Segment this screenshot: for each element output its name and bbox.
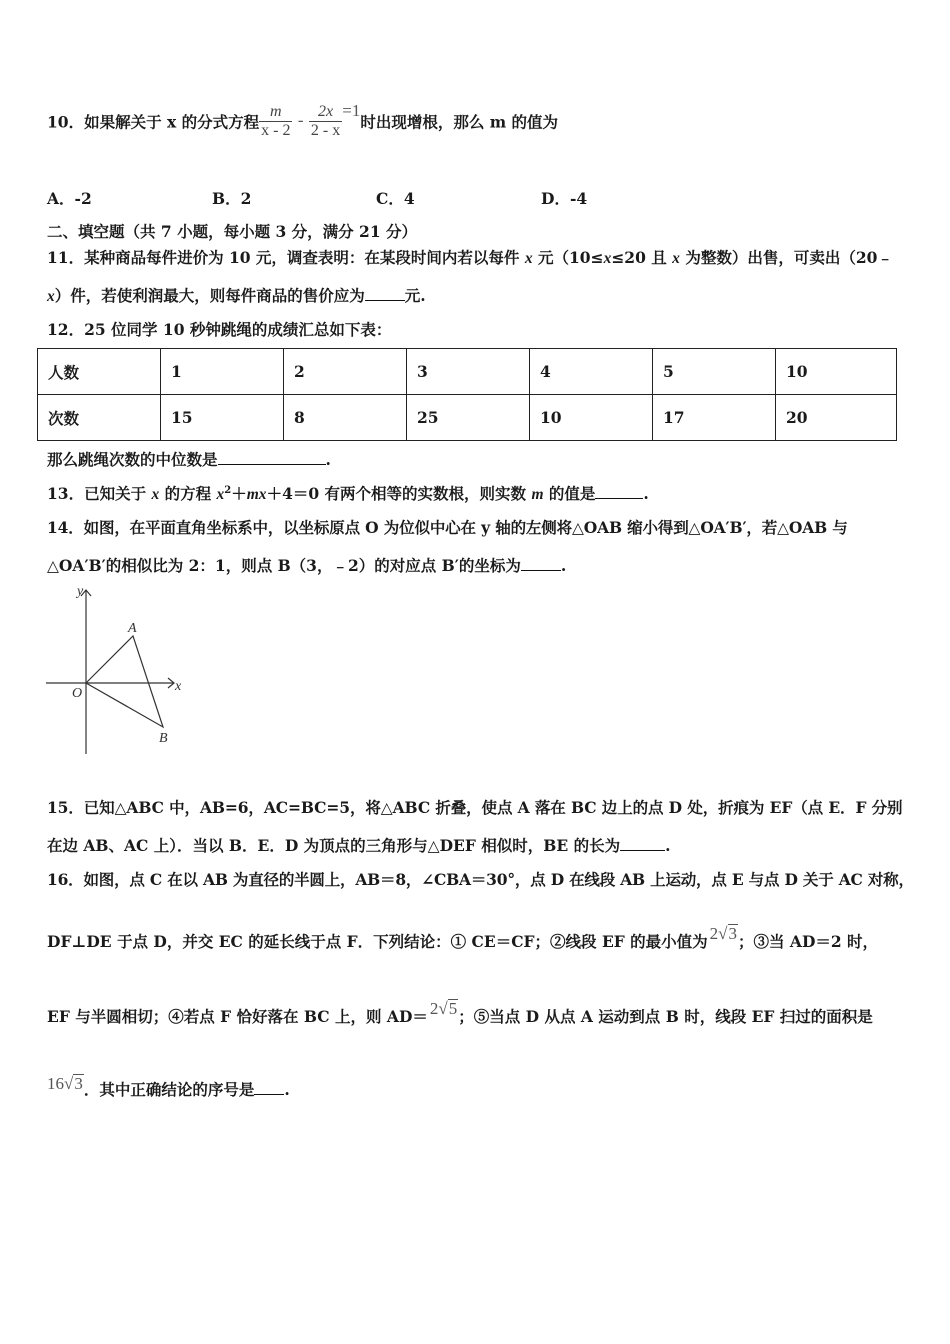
q14-line-2 [47, 554, 566, 576]
q12-after [47, 448, 331, 470]
score-table [37, 348, 897, 441]
q16-radicand-1: 3 [728, 924, 738, 943]
q13-line [47, 482, 649, 504]
q13-var-m: m [531, 486, 544, 503]
q16-sqrt-expr-3: 16√3 [47, 1074, 83, 1093]
q12-after-period: . [325, 450, 331, 469]
q11-text-d: 为整数）出售，可卖出（20﹣ [679, 248, 893, 267]
q10-frac1-num: m [269, 103, 282, 120]
q16-line-3 [47, 999, 873, 1027]
q16-coef-3: 16 [47, 1074, 64, 1093]
q11-text-b: 元（10≤ [532, 248, 604, 267]
q13-var-mx: mx [246, 486, 267, 503]
point-b-label: B [159, 731, 168, 746]
q16-period: . [284, 1080, 290, 1099]
q16-text-b: ；③当 AD＝2 时， [738, 932, 879, 951]
table-cell: 1 [161, 349, 284, 395]
q13-text-e: 的值是 [543, 484, 596, 503]
q13-var-x: x [151, 486, 160, 503]
q13-text-a: 13．已知关于 [47, 484, 152, 503]
q16-text-d: ；⑤当点 D 从点 A 运动到点 B 时，线段 EF 扫过的面积是 [458, 1007, 873, 1026]
q11-var-2: x [603, 250, 612, 267]
q10-option-d: D．-4 [541, 189, 588, 208]
q16-line-4 [47, 1074, 290, 1100]
table-cell: 8 [284, 395, 407, 441]
table-cell: 25 [407, 395, 530, 441]
section-heading: 二、填空题（共 7 小题，每小题 3 分，满分 21 分） [47, 222, 418, 241]
q11-line-1 [47, 246, 893, 268]
q10-option-b: B．2 [212, 189, 252, 208]
q11-answer-blank[interactable] [365, 286, 405, 301]
q16-radicand-2: 5 [448, 999, 458, 1018]
q15-period: . [665, 836, 671, 855]
q15-line-2 [47, 834, 670, 856]
q11-var-4: x [47, 288, 55, 305]
q16-line-1: 16．如图，点 C 在以 AB 为直径的半圆上，AB＝8，∠CBA＝30°，点 D 在线段 AB 上运动，点 E 与点 D 关于 AC 对称， [47, 870, 914, 889]
q12-answer-blank[interactable] [218, 450, 326, 465]
q12-intro: 12．25 位同学 10 秒钟跳绳的成绩汇总如下表： [47, 320, 392, 339]
q11-var-3: x [672, 250, 680, 267]
table-cell: 次数 [38, 395, 161, 441]
q14-text: △OA′B′的相似比为 2：1，则点 B（3，﹣2）的对应点 B′的坐标为 [47, 556, 521, 575]
table-cell: 10 [776, 349, 897, 395]
q13-text-c: ＋ [231, 484, 247, 503]
q10-option-c: C．4 [376, 189, 415, 208]
q10-minus: - [297, 110, 304, 130]
table-cell: 3 [407, 349, 530, 395]
table-cell: 20 [776, 395, 897, 441]
y-label: y [77, 584, 84, 599]
table-cell: 15 [161, 395, 284, 441]
q15-line-1: 15．已知△ABC 中，AB=6，AC=BC=5，将△ABC 折叠，使点 A 落在 BC 边上的点 D 处，折痕为 EF（点 E．F 分别 [47, 798, 903, 817]
q10-frac1-den: x - 2 [261, 122, 291, 139]
q13-superscript: 2 [224, 484, 232, 496]
table-cell: 2 [284, 349, 407, 395]
table-cell: 10 [530, 395, 653, 441]
table-row [38, 349, 897, 395]
q13-period: . [643, 484, 649, 503]
q13-answer-blank[interactable] [595, 484, 643, 499]
table-cell: 人数 [38, 349, 161, 395]
table-cell: 4 [530, 349, 653, 395]
q16-radicand-3: 3 [74, 1074, 83, 1093]
q16-sqrt-expr-1: 2√3 [709, 924, 738, 943]
x-label: x [175, 679, 182, 694]
table-cell: 5 [653, 349, 776, 395]
q16-text-e: ．其中正确结论的序号是 [83, 1080, 255, 1099]
q11-var-1: x [524, 250, 533, 267]
q13-text-d: ＋4＝0 有两个相等的实数根，则实数 [266, 484, 532, 503]
q16-coef-1: 2 [709, 924, 719, 943]
q11-text-e: ）件，若使利润最大，则每件商品的售价应为 [54, 286, 365, 305]
q16-text-c: EF 与半圆相切；④若点 F 恰好落在 BC 上，则 AD＝ [47, 1007, 428, 1026]
q10-fraction-2 [309, 103, 342, 140]
q11-text-c: ≤20 且 [611, 248, 673, 267]
q10-option-a: A．-2 [47, 189, 92, 208]
q12-after-text: 那么跳绳次数的中位数是 [47, 450, 218, 469]
q15-answer-blank[interactable] [620, 836, 665, 851]
q15-text: 在边 AB、AC 上）．当以 B．E．D 为顶点的三角形与△DEF 相似时，BE 的长为 [47, 836, 621, 855]
q14-answer-blank[interactable] [521, 556, 561, 571]
table-row [38, 395, 897, 441]
q14-line-1: 14．如图，在平面直角坐标系中，以坐标原点 O 为位似中心在 y 轴的左侧将△OAB 缩小得到△OA′B′，若△OAB 与 [47, 518, 848, 537]
q10-frac2-num: 2x [318, 103, 334, 120]
q16-line-2 [47, 924, 879, 952]
q14-period: . [560, 556, 567, 575]
q10-text-after: 时出现增根，那么 m 的值为 [360, 112, 559, 132]
q13-text-b: 的方程 [159, 484, 217, 503]
q11-text-a: 11．某种商品每件进价为 10 元，调查表明：在某段时间内若以每件 [47, 248, 525, 267]
q10-line [47, 100, 559, 140]
q10-frac2-den: 2 - x [310, 122, 341, 139]
triangle-oab [86, 636, 163, 727]
q16-text-a: DF⊥DE 于点 D，并交 EC 的延长线于点 F．下列结论：① CE＝CF；②线段 EF 的最小值为 [47, 932, 708, 951]
q10-equals: =1 [342, 100, 361, 120]
table-cell: 17 [653, 395, 776, 441]
q11-text-f: 元. [404, 286, 426, 305]
point-a-label: A [128, 621, 137, 636]
q13-var-x2: x [216, 486, 225, 503]
q11-line-2 [47, 284, 426, 306]
q10-fraction-1 [259, 103, 292, 140]
q10-text-before: 10．如果解关于 x 的分式方程 [47, 112, 260, 132]
q16-coef-2: 2 [429, 999, 439, 1018]
coordinate-figure [40, 582, 200, 762]
origin-label: O [72, 686, 83, 701]
q16-answer-blank[interactable] [254, 1080, 284, 1095]
q16-sqrt-expr-2: 2√5 [429, 999, 458, 1018]
